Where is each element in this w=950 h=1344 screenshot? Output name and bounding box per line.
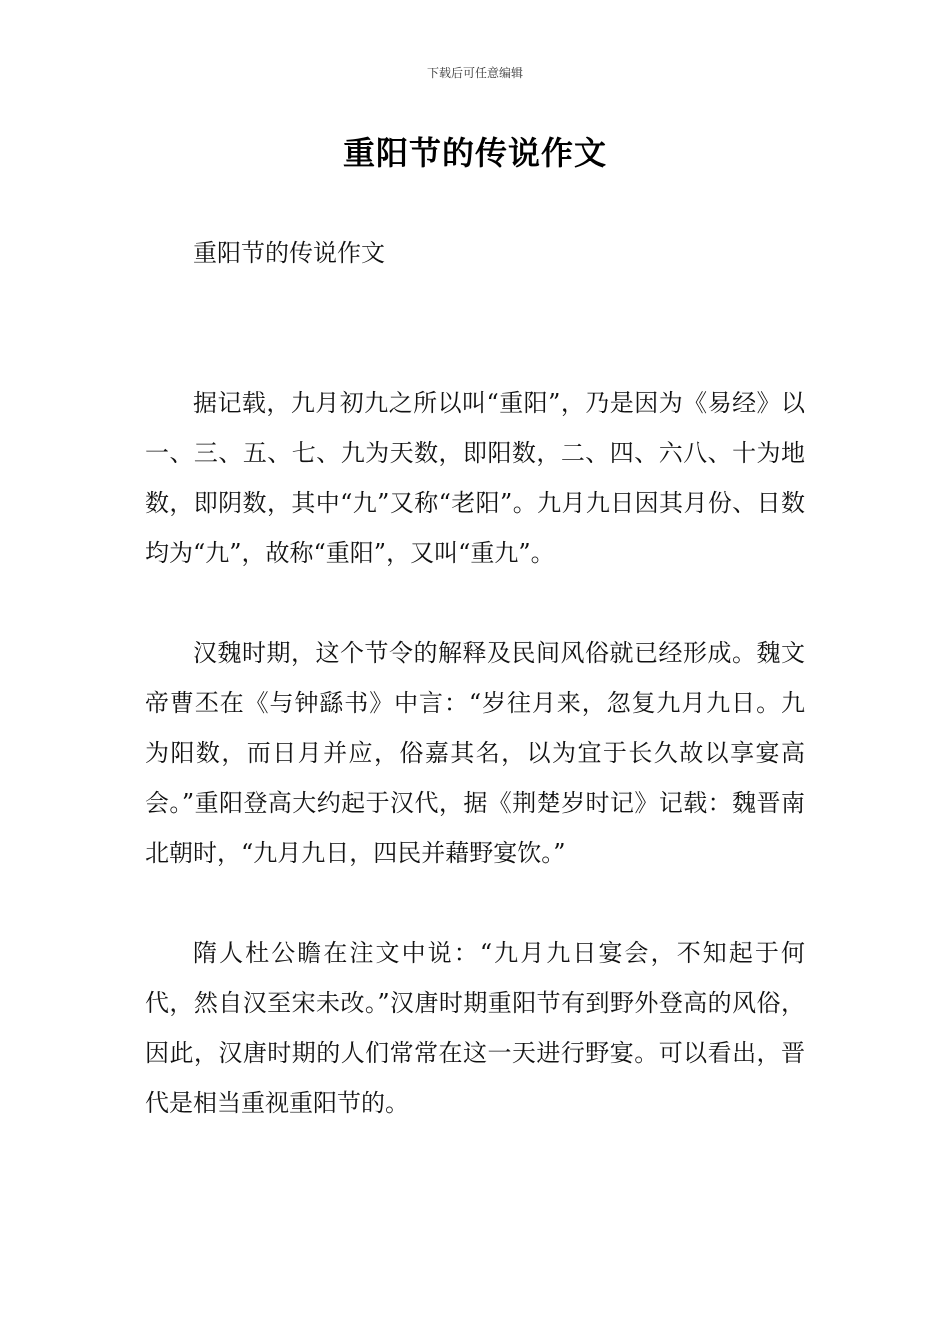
paragraph-spacer: [145, 578, 805, 628]
paragraph-spacer: [145, 878, 805, 928]
document-subtitle: 重阳节的传说作文: [193, 239, 385, 267]
page-header-note: 下载后可任意编辑: [426, 66, 523, 80]
paragraph-2: 汉魏时期，这个节令的解释及民间风俗就已经形成。魏文帝曹丕在《与钟繇书》中言：“岁往月来，忽复九月九日。九为阳数，而日月并应，俗嘉其名，以为宜于长久故以享宴高会。”重阳登高大约起于汉代，据《荆楚岁时记》记载：魏晋南北朝时，“九月九日，四民并藉野宴饮。”: [145, 639, 805, 867]
document-body: [145, 228, 805, 1128]
paragraph-1: 据记载，九月初九之所以叫“重阳”，乃是因为《易经》以一、三、五、七、九为天数，即阳数，二、四、六八、十为地数，即阴数，其中“九”又称“老阳”。九月九日因其月份、日数均为“九”，故称“重阳”，又叫“重九”。: [145, 389, 805, 567]
paragraph-3: 隋人杜公瞻在注文中说：“九月九日宴会，不知起于何代，然自汉至宋未改。”汉唐时期重阳节有到野外登高的风俗，因此，汉唐时期的人们常常在这一天进行野宴。可以看出，晋代是相当重视重阳节的。: [145, 939, 805, 1117]
document-title: 重阳节的传说作文: [342, 134, 607, 172]
